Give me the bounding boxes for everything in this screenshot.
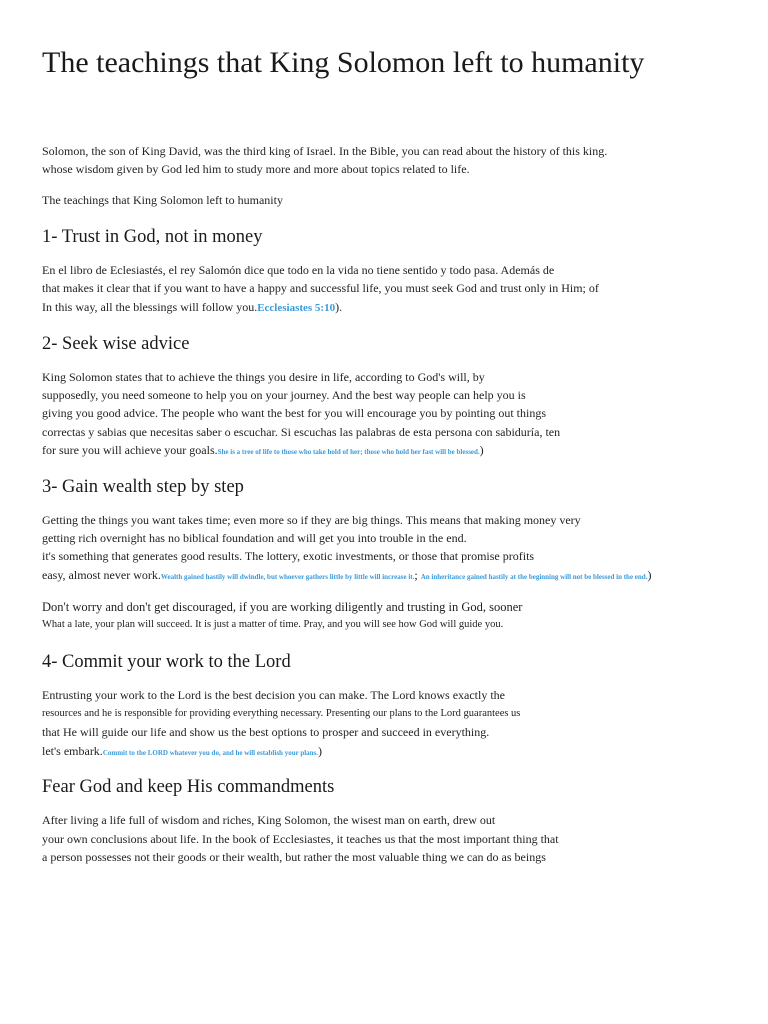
verse-link[interactable]: Commit to the LORD whatever you do, and he will establish your plans. bbox=[102, 749, 319, 757]
verse-link[interactable]: Ecclesiastes 5:10 bbox=[257, 302, 336, 314]
body-line: supposedly, you need someone to help you on your journey. And the best way people can help you is bbox=[42, 388, 526, 402]
body-line: correctas y sabias que necesitas saber o escuchar. Si escuchas las palabras de esta persona con sabiduría, ten bbox=[42, 425, 561, 439]
body-line: What a late, your plan will succeed. It is just a matter of time. Pray, and you will see how God will guide you. bbox=[42, 619, 504, 630]
body-text: for sure you will achieve your goals. bbox=[42, 443, 218, 457]
body-text: In this way, all the blessings will follow you. bbox=[42, 300, 258, 314]
body-line: King Solomon states that to achieve the things you desire in life, according to God's will, by bbox=[42, 370, 485, 384]
section-heading-advice: 2- Seek wise advice bbox=[42, 334, 190, 354]
verse-link[interactable]: Wealth gained hastily will dwindle, but whoever gathers little by little will increase it. bbox=[160, 573, 415, 581]
page-title: The teachings that King Solomon left to humanity bbox=[42, 46, 645, 79]
body-line: a person possesses not their goods or their wealth, but rather the most valuable thing we can do as beings bbox=[42, 850, 546, 864]
body-line: that makes it clear that if you want to have a happy and successful life, you must seek God and trust only in Him; of bbox=[42, 281, 599, 295]
intro-line: whose wisdom given by God led him to study more and more about topics related to life. bbox=[42, 162, 470, 176]
section-heading-trust: 1- Trust in God, not in money bbox=[42, 227, 263, 247]
body-line: Don't worry and don't get discouraged, if you are working diligently and trusting in God, sooner bbox=[42, 600, 523, 614]
separator: ; bbox=[414, 568, 418, 582]
section-heading-wealth: 3- Gain wealth step by step bbox=[42, 477, 244, 497]
intro-subtitle: The teachings that King Solomon left to humanity bbox=[42, 193, 283, 207]
body-text: let's embark. bbox=[42, 744, 103, 758]
body-line bbox=[42, 441, 484, 461]
paren-close: ) bbox=[318, 744, 323, 758]
verse-link[interactable]: She is a tree of life to those who take hold of her; those who hold her fast will be blessed. bbox=[217, 448, 480, 456]
body-line: En el libro de Eclesiastés, el rey Salomón dice que todo en la vida no tiene sentido y todo pasa. Además de bbox=[42, 263, 555, 277]
body-line: Entrusting your work to the Lord is the best decision you can make. The Lord knows exactly the bbox=[42, 688, 506, 702]
section-heading-fear-god: Fear God and keep His commandments bbox=[42, 777, 335, 797]
body-line bbox=[42, 742, 322, 762]
verse-link[interactable]: An inheritance gained hastily at the beginning will not be blessed in the end. bbox=[420, 573, 648, 581]
body-line: your own conclusions about life. In the book of Ecclesiastes, it teaches us that the most important thing that bbox=[42, 832, 559, 846]
body-line bbox=[42, 566, 651, 586]
paren-close: ) bbox=[479, 443, 484, 457]
body-line: it's something that generates good results. The lottery, exotic investments, or those that promise profits bbox=[42, 549, 535, 563]
body-line: resources and he is responsible for providing everything necessary. Presenting our plans to the Lord guarantees us bbox=[42, 708, 521, 719]
body-text: easy, almost never work. bbox=[42, 568, 161, 582]
body-line: that He will guide our life and show us the best options to prosper and succeed in everything. bbox=[42, 725, 490, 739]
paren-close: ) bbox=[647, 568, 652, 582]
intro-line: Solomon, the son of King David, was the third king of Israel. In the Bible, you can read about the history of this king. bbox=[42, 144, 608, 158]
section-heading-commit: 4- Commit your work to the Lord bbox=[42, 652, 291, 672]
paren-close: ). bbox=[335, 300, 343, 314]
body-line: giving you good advice. The people who want the best for you will encourage you by pointing out things bbox=[42, 406, 547, 420]
body-line: After living a life full of wisdom and riches, King Solomon, the wisest man on earth, drew out bbox=[42, 813, 496, 827]
body-line: getting rich overnight has no biblical foundation and will get you into trouble in the end. bbox=[42, 531, 467, 545]
body-line bbox=[42, 298, 342, 317]
body-line: Getting the things you want takes time; even more so if they are big things. This means that making money very bbox=[42, 513, 581, 527]
